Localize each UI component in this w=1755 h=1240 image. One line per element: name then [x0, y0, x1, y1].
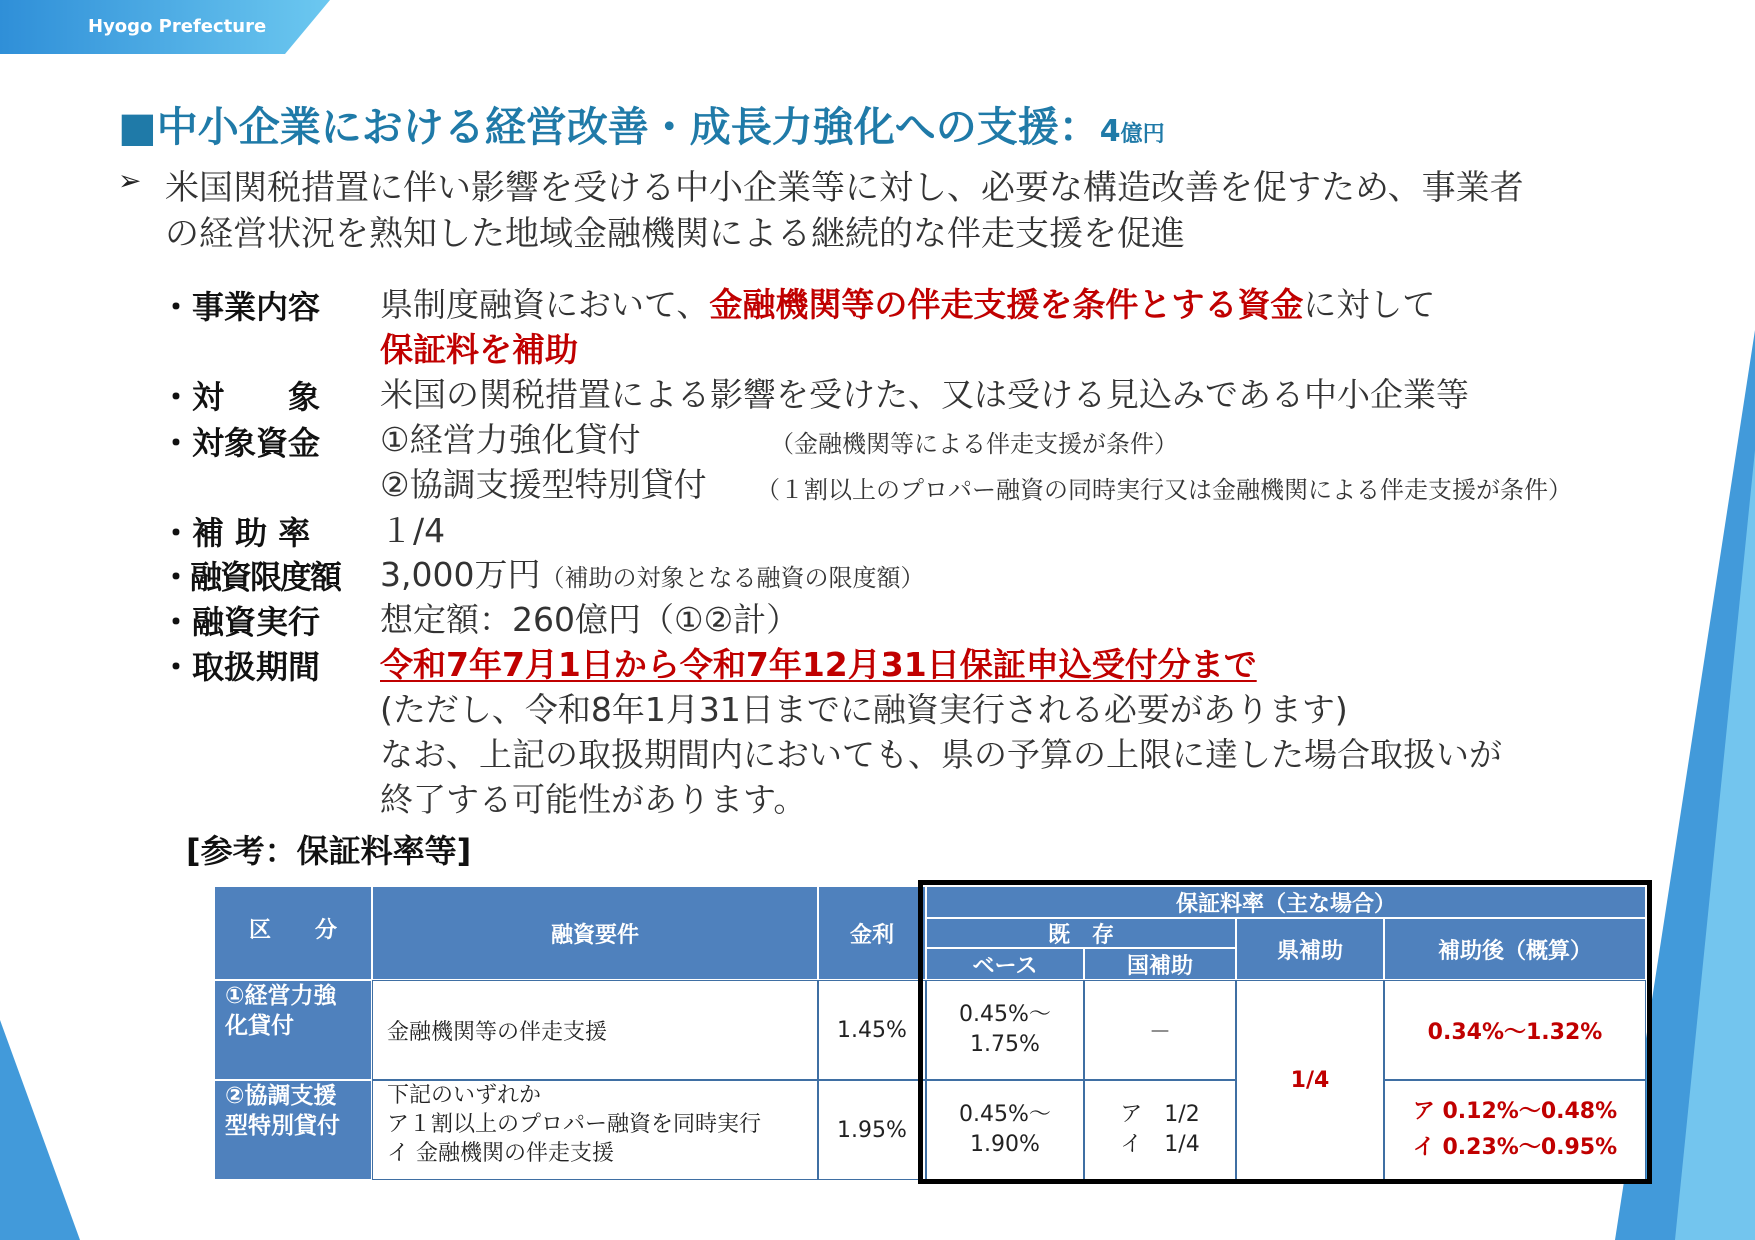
- lead-text-line2: の経営状況を熟知した地域金融機関による継続的な伴走支援を促進: [165, 214, 1185, 254]
- kikan-line4: 終了する可能性があります。: [380, 780, 807, 819]
- header-badge-text: Hyogo Prefecture: [88, 16, 267, 37]
- kikan-line3: なお、上記の取扱期間内においても、県の予算の上限に達した場合取扱いが: [380, 735, 1502, 774]
- row1-hojo-go: 0.34%～1.32%: [1384, 980, 1646, 1080]
- row2-kubun-line1: ②協調支援: [225, 1083, 337, 1109]
- header-kuni-hojo: 国補助: [1084, 948, 1236, 980]
- row1-base-line1: 0.45%～: [959, 1002, 1051, 1027]
- page-title: [118, 94, 1165, 153]
- label-yushi-jikko: ・融資実行: [160, 603, 321, 641]
- value-yushi-gendo: [380, 549, 924, 596]
- guarantee-rate-highlight-frame: [918, 880, 1652, 1184]
- value-yushi-jikko: 想定額：260億円（①②計）: [380, 600, 800, 639]
- row2-kuni-line2: イ 1/4: [1120, 1132, 1200, 1157]
- row2-yoken-line3: イ 金融機関の伴走支援: [387, 1141, 614, 1166]
- naiyo-text1: 県制度融資において、: [380, 285, 710, 324]
- row2-hojo-go-line2: イ 0.23%～0.95%: [1412, 1135, 1618, 1160]
- row2-yoken-line2: ア１割以上のプロパー融資を同時実行: [387, 1112, 762, 1137]
- header-base: ベース: [926, 948, 1084, 980]
- value-shikin-1: ①経営力強化貸付: [380, 420, 641, 459]
- note-shikin-1: （金融機関等による伴走支援が条件）: [770, 430, 1178, 458]
- row2-kuni-line1: ア 1/2: [1120, 1102, 1200, 1127]
- header-hojo-go: 補助後（概算）: [1384, 918, 1646, 980]
- row1-yoken: 金融機関等の伴走支援: [372, 980, 818, 1080]
- decorative-corner-left: [0, 1020, 80, 1240]
- reference-title: [参考：保証料率等]: [186, 832, 472, 870]
- kikan-highlight: 令和7年7月1日から令和7年12月31日保証申込受付分まで: [380, 645, 1257, 684]
- value-taisho: 米国の関税措置による影響を受けた、又は受ける見込みである中小企業等: [380, 375, 1469, 414]
- naiyo-text2: に対して: [1303, 285, 1436, 324]
- label-yushi-gendo: ・融資限度額: [160, 558, 341, 596]
- label-jigyo-naiyo: ・事業内容: [160, 288, 321, 326]
- row2-base-line2: 1.90%: [970, 1132, 1040, 1157]
- label-taisho: ・対 象: [160, 378, 321, 416]
- header-kubun: 区 分: [214, 886, 372, 980]
- kikan-line2: (ただし、令和8年1月31日までに融資実行される必要があります): [380, 690, 1348, 729]
- row2-base-line1: 0.45%～: [959, 1102, 1051, 1127]
- gendo-amount: 3,000万円: [380, 555, 541, 594]
- value-hojo-ritsu: １/4: [380, 511, 446, 550]
- row1-base-line2: 1.75%: [970, 1032, 1040, 1057]
- header-kizon: 既 存: [926, 918, 1236, 948]
- note-shikin-2: （１割以上のプロパー融資の同時実行又は金融機関による伴走支援が条件）: [756, 476, 1572, 504]
- row2-hojo-go-line1: ア 0.12%～0.48%: [1412, 1099, 1618, 1124]
- label-hojo-ritsu: ・補 助 率: [160, 514, 311, 552]
- row1-kuni-hojo: －: [1084, 980, 1236, 1080]
- row2-kubun-line2: 型特別貸付: [225, 1113, 340, 1139]
- row1-kubun-line1: ①経営力強: [225, 983, 337, 1009]
- label-taisho-shikin: ・対象資金: [160, 424, 321, 462]
- title-main: ■中小企業における経営改善・成長力強化への支援：: [118, 103, 1100, 151]
- value-jigyo-naiyo: [380, 279, 1435, 326]
- title-unit: 億円: [1120, 122, 1165, 147]
- header-kinri: 金利: [818, 886, 926, 980]
- row2-yoken-line1: 下記のいずれか: [387, 1083, 542, 1108]
- row1-kinri: 1.45%: [818, 980, 926, 1080]
- row2-kinri: 1.95%: [818, 1080, 926, 1180]
- row1-kubun-line2: 化貸付: [225, 1013, 294, 1039]
- header-hoshoryo-ritsu: 保証料率（主な場合）: [926, 886, 1646, 918]
- row1-kubun: [214, 980, 372, 1080]
- header-yushi-yoken: 融資要件: [372, 886, 818, 980]
- lead-text-line1: 米国関税措置に伴い影響を受ける中小企業等に対し、必要な構造改善を促すため、事業者: [165, 168, 1524, 208]
- header-ken-hojo: 県補助: [1236, 918, 1384, 980]
- row2-yoken: [372, 1080, 818, 1180]
- ken-hojo-value: 1/4: [1236, 980, 1384, 1180]
- value-shikin-2: ②協調支援型特別貸付: [380, 465, 707, 504]
- gendo-note: （補助の対象となる融資の限度額）: [540, 564, 925, 592]
- row2-kubun: [214, 1080, 372, 1180]
- naiyo-highlight1: 金融機関等の伴走支援を条件とする資金: [709, 285, 1304, 324]
- naiyo-highlight2: 保証料を補助: [380, 330, 578, 369]
- title-amount: 4: [1099, 114, 1121, 149]
- label-toriatsukai-kikan: ・取扱期間: [160, 648, 321, 686]
- arrow-bullet-icon: ➢: [118, 164, 142, 197]
